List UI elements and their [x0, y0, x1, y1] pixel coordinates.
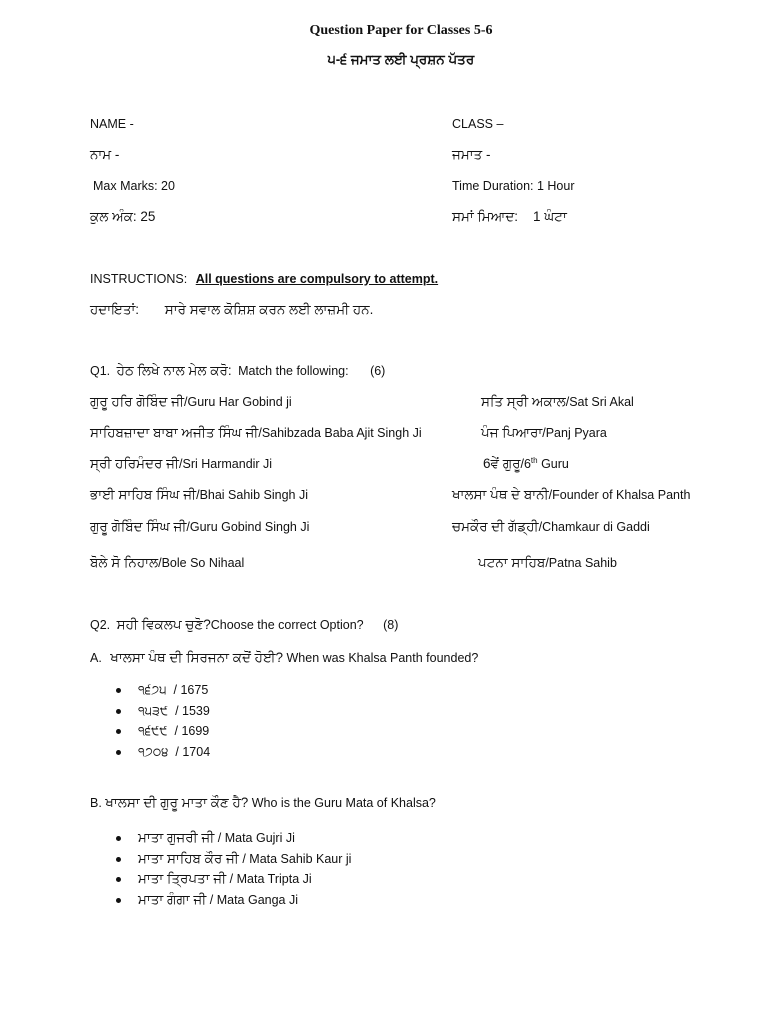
instructions-label: INSTRUCTIONS: — [90, 272, 188, 286]
q2a-label: A. — [90, 651, 102, 665]
q2b-question-english: Who is the Guru Mata of Khalsa? — [251, 796, 436, 810]
match-right-punjabi: 6ਵੇਂ ਗੁਰੂ — [483, 456, 521, 472]
match-right-punjabi: ਪੰਜ ਪਿਆਰਾ — [481, 425, 543, 440]
match-left-item — [90, 456, 272, 472]
q2b-option[interactable]: ਮਾਤਾ ਗੁਜਰੀ ਜੀ / Mata Gujri Ji — [113, 828, 351, 849]
q1-heading — [90, 363, 385, 379]
time-duration: Time Duration: 1 Hour — [452, 179, 575, 193]
match-left-punjabi: ਬੋਲੇ ਸੋ ਨਿਹਾਲ — [90, 555, 159, 570]
match-left-english: /Guru Har Gobind ji — [184, 395, 292, 409]
instructions-text-punjabi: ਸਾਰੇ ਸਵਾਲ ਕੋਸ਼ਿਸ਼ ਕਰਨ ਲਈ ਲਾਜ਼ਮੀ ਹਨ. — [164, 302, 374, 317]
match-right-item — [481, 425, 607, 441]
q2a-options — [113, 680, 210, 762]
time-duration-punjabi-label: ਸਮਾਂ ਮਿਆਦ: — [452, 209, 519, 224]
match-left-item — [90, 519, 309, 535]
match-left-english: /Sri Harmandir Ji — [179, 457, 273, 471]
paper-title-punjabi: ੫-੬ ਜਮਾਤ ਲਈ ਪ੍ਰਸ਼ਨ ਪੱਤਰ — [327, 52, 475, 67]
match-left-punjabi: ਭਾਈ ਸਾਹਿਬ ਸਿੰਘ ਜੀ — [90, 487, 197, 502]
paper-title: Question Paper for Classes 5-6 — [309, 23, 493, 38]
q2-prompt-punjabi: ਸਹੀ ਵਿਕਲਪ ਚੁਣੋ? — [116, 617, 211, 632]
q2a-option[interactable]: ੧੭੦੪ / 1704 — [113, 742, 210, 763]
match-right-english: /Sat Sri Akal — [565, 395, 634, 409]
q2a-option[interactable]: ੧੫੩੯ / 1539 — [113, 701, 210, 722]
match-left-item — [90, 425, 422, 441]
name-label: NAME - — [90, 117, 134, 131]
max-marks-punjabi: ਕੁਲ ਅੰਕ: 25 — [90, 209, 156, 224]
match-left-english: /Bole So Nihaal — [158, 556, 245, 570]
match-left-item — [90, 394, 292, 410]
q1-prompt-punjabi: ਹੇਠ ਲਿਖੇ ਨਾਲ ਮੇਲ ਕਰੋ: — [116, 363, 232, 378]
match-left-punjabi: ਸਾਹਿਬਜ਼ਾਦਾ ਬਾਬਾ ਅਜੀਤ ਸਿੰਘ ਜੀ — [90, 425, 259, 440]
q2-marks: (8) — [383, 618, 399, 632]
name-label-punjabi: ਨਾਮ - — [90, 147, 120, 162]
match-left-english: /Sahibzada Baba Ajit Singh Ji — [258, 426, 422, 440]
match-left-punjabi: ਗੁਰੂ ਗੋਬਿੰਦ ਸਿੰਘ ਜੀ — [90, 519, 187, 534]
q1-number: Q1. — [90, 364, 111, 378]
q2b-question-punjabi: ਖਾਲਸਾ ਦੀ ਗੁਰੂ ਮਾਤਾ ਕੌਣ ਹੈ? — [105, 795, 249, 810]
q2-heading — [90, 617, 398, 633]
match-right-english-tail: Guru — [537, 457, 569, 472]
q2b-label: B. — [90, 796, 102, 810]
instructions-line-punjabi — [90, 302, 373, 318]
max-marks: Max Marks: 20 — [93, 179, 175, 193]
match-left-punjabi: ਗੁਰੂ ਹਰਿ ਗੋਬਿੰਦ ਜੀ — [90, 394, 185, 409]
instructions-text: All questions are compulsory to attempt. — [195, 272, 439, 286]
match-right-item — [452, 487, 690, 503]
match-right-punjabi: ਪਟਨਾ ਸਾਹਿਬ — [478, 555, 546, 570]
instructions-line — [90, 272, 438, 286]
match-right-english: /Panj Pyara — [542, 426, 607, 440]
q2-prompt: Choose the correct Option? — [210, 618, 364, 632]
match-right-item — [478, 555, 617, 571]
match-left-english: /Guru Gobind Singh Ji — [186, 520, 310, 534]
match-right-english: /Chamkaur di Gaddi — [538, 520, 650, 534]
match-right-item — [483, 456, 569, 472]
match-right-punjabi: ਸਤਿ ਸ੍ਰੀ ਅਕਾਲ — [481, 394, 566, 409]
q2-number: Q2. — [90, 618, 111, 632]
q2a-question-english: When was Khalsa Panth founded? — [286, 651, 479, 665]
q2b-options — [113, 828, 351, 910]
match-right-english: /Founder of Khalsa Panth — [548, 488, 691, 502]
match-left-item — [90, 487, 308, 503]
q2a-option[interactable]: ੧੬੭੫ / 1675 — [113, 680, 210, 701]
match-right-item — [452, 519, 650, 535]
q2b-option[interactable]: ਮਾਤਾ ਸਾਹਿਬ ਕੌਰ ਜੀ / Mata Sahib Kaur ji — [113, 849, 351, 870]
match-right-english: /Patna Sahib — [545, 556, 617, 570]
q2b-option[interactable]: ਮਾਤਾ ਗੰਗਾ ਜੀ / Mata Ganga Ji — [113, 890, 351, 911]
q2a-question-punjabi: ਖਾਲਸਾ ਪੰਥ ਦੀ ਸਿਰਜਨਾ ਕਦੋਂ ਹੋਈ? — [110, 650, 284, 665]
match-left-english: /Bhai Sahib Singh Ji — [196, 488, 308, 502]
q2a-option[interactable]: ੧੬੯੯ / 1699 — [113, 721, 210, 742]
match-right-english: /6 — [520, 457, 531, 472]
time-duration-punjabi-value: 1 ਘੰਟਾ — [533, 209, 567, 224]
match-left-item — [90, 555, 244, 571]
match-right-superscript: th — [530, 456, 538, 465]
match-right-punjabi: ਚਮਕੌਰ ਦੀ ਗੱਡ੍ਹੀ — [452, 519, 539, 534]
q2b-option[interactable]: ਮਾਤਾ ਤ੍ਰਿਪਤਾ ਜੀ / Mata Tripta Ji — [113, 869, 351, 890]
q1-marks: (6) — [370, 364, 386, 378]
q1-prompt: Match the following: — [238, 364, 349, 378]
instructions-label-punjabi: ਹਦਾਇਤਾਂ: — [90, 302, 140, 317]
match-right-item — [481, 394, 634, 410]
match-left-punjabi: ਸ੍ਰੀ ਹਰਿਮੰਦਰ ਜੀ — [90, 456, 180, 471]
class-label: CLASS – — [452, 117, 504, 131]
match-right-punjabi: ਖਾਲਸਾ ਪੰਥ ਦੇ ਬਾਨੀ — [452, 487, 549, 502]
q2b-question — [90, 795, 436, 811]
class-label-punjabi: ਜਮਾਤ - — [452, 147, 491, 162]
q2a-question — [90, 650, 478, 666]
